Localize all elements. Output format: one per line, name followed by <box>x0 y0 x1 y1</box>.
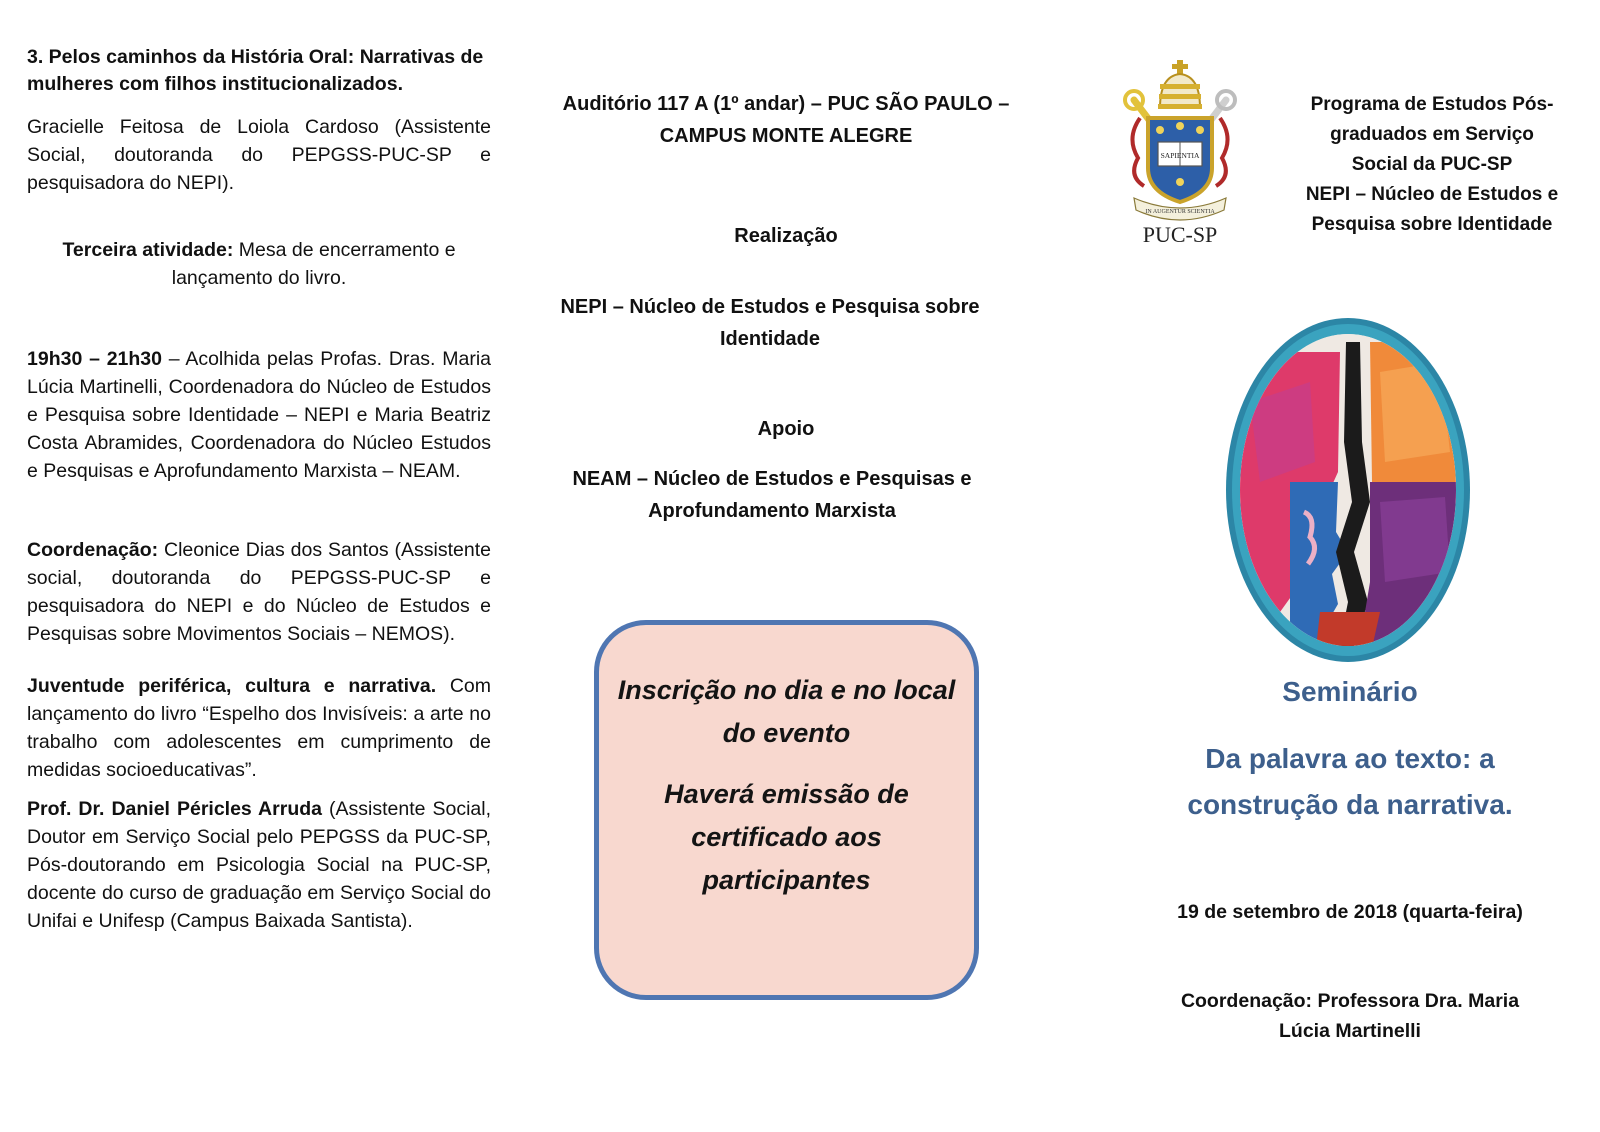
third-activity <box>27 236 491 292</box>
event-date: 19 de setembro de 2018 (quarta-feira) <box>1177 901 1523 923</box>
coordinator-line-2: Lúcia Martinelli <box>1279 1020 1421 1042</box>
third-activity-label: Terceira atividade: <box>62 239 234 261</box>
notice-line-5: participantes <box>702 865 871 895</box>
venue-line-2: CAMPUS MONTE ALEGRE <box>659 125 913 147</box>
prog-line-2: graduados em Serviço <box>1330 124 1534 145</box>
neam-line-1: NEAM – Núcleo de Estudos e Pesquisas e <box>572 468 972 490</box>
prof-label: Prof. Dr. Daniel Péricles Arruda <box>27 798 322 820</box>
realizacao-heading: Realização <box>734 225 838 247</box>
prog-line-3: Social da PUC-SP <box>1351 154 1513 175</box>
coordinator <box>1120 986 1580 1046</box>
notice-line-4: certificado aos <box>691 822 882 852</box>
youth-text: Com lançamento do livro “Espelho dos Invisíveis: a arte no trabalho com adolescentes em cumprimento de medidas socioeducativas”. <box>27 675 491 781</box>
puc-sp-crest-icon <box>1120 58 1240 248</box>
registration-notice-box <box>594 620 979 1000</box>
time-text: – Acolhida pelas Profas. Dras. Maria Lúcia Martinelli, Coordenadora do Núcleo de Estudos e Pesquisa sobre Identidade – NEPI e Maria Beatriz Costa Abramides, Coordenadora do Núcleo Estudos e Pesquisas e Aprofundamento Marxista – NEAM. <box>27 348 491 482</box>
nepi-line-2: Identidade <box>719 328 820 350</box>
third-activity-text: Mesa de encerramento e lançamento do livro. <box>171 239 456 289</box>
youth-talk <box>27 672 491 784</box>
prog-line-4: NEPI – Núcleo de Estudos e <box>1305 184 1559 205</box>
youth-label: Juventude periférica, cultura e narrativa. <box>27 675 437 697</box>
venue-line-1: Auditório 117 A (1º andar) – PUC SÃO PAULO – <box>562 93 1010 115</box>
apoio-heading: Apoio <box>757 418 815 440</box>
coordination <box>27 536 491 648</box>
item3-title: 3. Pelos caminhos da História Oral: Narrativas de mulheres com filhos institucionalizados. <box>27 46 484 95</box>
crest-motto: SAPIENTIA <box>1160 151 1200 160</box>
oval-painting-artwork <box>1220 312 1476 668</box>
coordinator-line-1: Coordenação: Professora Dra. Maria <box>1180 990 1520 1012</box>
prog-line-1: Programa de Estudos Pós- <box>1310 94 1554 115</box>
notice-line-3: Haverá emissão de <box>664 779 909 809</box>
speaker-bio <box>27 795 491 935</box>
nepi-organizer <box>540 291 1000 355</box>
program-heading <box>1287 90 1577 240</box>
neam-supporter <box>542 463 1002 527</box>
prog-line-5: Pesquisa sobre Identidade <box>1311 214 1553 235</box>
item3-author: Gracielle Feitosa de Loiola Cardoso (Assistente Social, doutoranda do PEPGSS-PUC-SP e pesquisadora do NEPI). <box>27 116 491 194</box>
seminar-title <box>1120 736 1580 828</box>
neam-line-2: Aprofundamento Marxista <box>648 500 896 522</box>
notice-line-2: do evento <box>722 718 851 748</box>
coord-text: Cleonice Dias dos Santos (Assistente social, doutoranda do PEPGSS-PUC-SP e pesquisadora do NEPI e do Núcleo de Estudos e Pesquisas sobre Movimentos Sociais – NEMOS). <box>27 539 491 645</box>
seminar-label: Seminário <box>1282 676 1418 707</box>
crest-banner: IN AUGENTUR SCIENTIA <box>1145 209 1215 215</box>
notice-line-1: Inscrição no dia e no local <box>617 675 956 705</box>
crest-label: PUC-SP <box>1142 222 1218 247</box>
venue <box>556 88 1016 152</box>
prof-text: (Assistente Social, Doutor em Serviço Social pelo PEPGSS da PUC-SP, Pós-doutorando em Psicologia Social na PUC-SP, docente do curso de graduação em Serviço Social do Unifai e Unifesp (Campus Baixada Santista). <box>27 798 491 932</box>
coord-label: Coordenação: <box>27 539 159 561</box>
title-line-2: construção da narrativa. <box>1187 789 1513 820</box>
title-line-1: Da palavra ao texto: a <box>1205 743 1495 774</box>
closing-session-time <box>27 345 491 485</box>
nepi-line-1: NEPI – Núcleo de Estudos e Pesquisa sobre <box>560 296 980 318</box>
time-label: 19h30 – 21h30 <box>27 348 162 370</box>
